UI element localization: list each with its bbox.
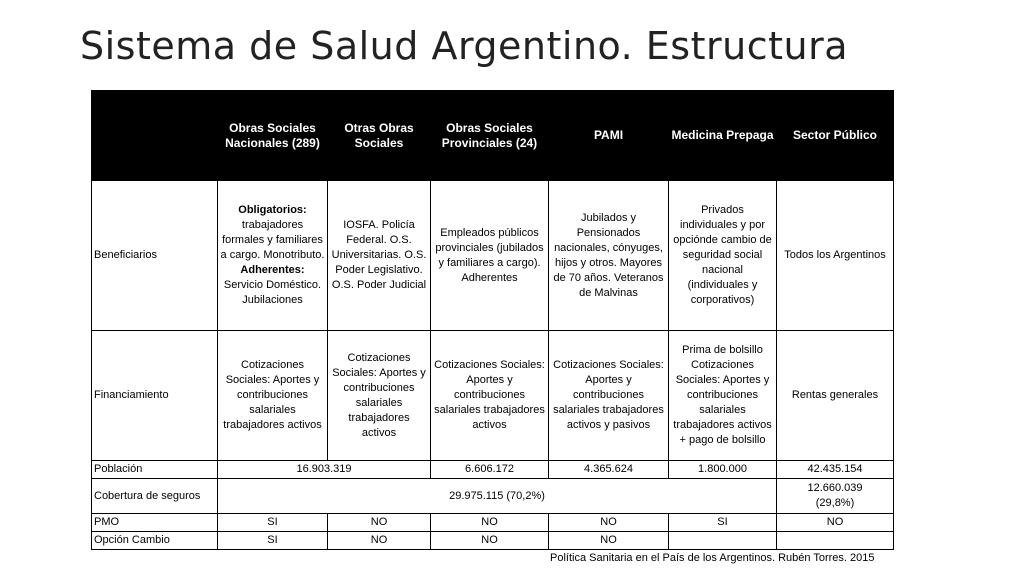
cell-fin-pami: Cotizaciones Sociales: Aportes y contribuciones salariales trabajadores activos y pasivos — [549, 331, 669, 461]
cell-op-publico — [777, 532, 894, 550]
cell-pob-publico: 42.435.154 — [777, 461, 894, 479]
row-pmo — [92, 514, 894, 532]
row-label-beneficiarios: Beneficiarios — [92, 181, 218, 331]
header-prepaga: Medicina Prepaga — [669, 91, 777, 181]
row-beneficiarios — [92, 181, 894, 331]
cell-benef-pami: Jubilados y Pensionados nacionales, cónyuges, hijos y otros. Mayores de 70 años. Veteranos de Malvinas — [549, 181, 669, 331]
row-label-opcion: Opción Cambio — [92, 532, 218, 550]
row-cobertura — [92, 479, 894, 514]
row-label-poblacion: Población — [92, 461, 218, 479]
cell-pob-prepaga: 1.800.000 — [669, 461, 777, 479]
cob-publico-percent: (29,8%) — [815, 497, 855, 509]
cell-benef-provinciales: Empleados públicos provinciales (jubilados y familiares a cargo). Adherentes — [431, 181, 549, 331]
cell-fin-os-nacionales: Cotizaciones Sociales: Aportes y contribuciones salariales trabajadores activos — [218, 331, 328, 461]
slide-title: Sistema de Salud Argentino. Estructura — [80, 24, 848, 68]
row-label-cobertura: Cobertura de seguros — [92, 479, 218, 514]
benef-obligatorios-label: Obligatorios: — [238, 204, 307, 216]
row-label-pmo: PMO — [92, 514, 218, 532]
cell-cob-seguros: 29.975.115 (70,2%) — [218, 479, 777, 514]
header-os-nacionales: Obras Sociales Nacionales (289) — [218, 91, 328, 181]
row-opcion-cambio — [92, 532, 894, 550]
cob-publico-value: 12.660.039 — [807, 482, 863, 494]
cell-fin-prepaga: Prima de bolsillo Cotizaciones Sociales: Aportes y contribuciones salariales trabajadores activos + pago de bolsillo — [669, 331, 777, 461]
header-sector-publico: Sector Público — [777, 91, 894, 181]
row-label-financiamiento: Financiamiento — [92, 331, 218, 461]
cell-fin-publico: Rentas generales — [777, 331, 894, 461]
cell-pmo-otras: NO — [328, 514, 431, 532]
header-pami: PAMI — [549, 91, 669, 181]
header-otras-obras: Otras Obras Sociales — [328, 91, 431, 181]
benef-adherentes-label: Adherentes: — [240, 264, 305, 276]
header-empty — [92, 91, 218, 181]
source-citation: Política Sanitaria en el País de los Argentinos. Rubén Torres. 2015 — [550, 552, 875, 564]
row-poblacion — [92, 461, 894, 479]
benef-adherentes-text: Servicio Doméstico. Jubilaciones — [223, 279, 322, 306]
cell-op-provinciales: NO — [431, 532, 549, 550]
cell-fin-otras: Cotizaciones Sociales: Aportes y contribuciones salariales trabajadores activos — [328, 331, 431, 461]
cell-pob-os-nac-otras: 16.903.319 — [218, 461, 431, 479]
header-row — [92, 91, 894, 181]
cell-pob-pami: 4.365.624 — [549, 461, 669, 479]
cell-fin-provinciales: Cotizaciones Sociales: Aportes y contribuciones salariales trabajadores activos — [431, 331, 549, 461]
cell-pmo-prepaga: SI — [669, 514, 777, 532]
cell-benef-os-nacionales — [218, 181, 328, 331]
cell-cob-publico — [777, 479, 894, 514]
benef-obligatorios-text: trabajadores formales y familiares a cargo. Monotributo. — [220, 219, 325, 261]
cell-benef-otras: IOSFA. Policía Federal. O.S. Universitarias. O.S. Poder Legislativo. O.S. Poder Judicial — [328, 181, 431, 331]
cell-pmo-provinciales: NO — [431, 514, 549, 532]
row-financiamiento — [92, 331, 894, 461]
header-os-provinciales: Obras Sociales Provinciales (24) — [431, 91, 549, 181]
cell-op-pami: NO — [549, 532, 669, 550]
cell-benef-prepaga: Privados individuales y por opciónde cambio de seguridad social nacional (individuales y corporativos) — [669, 181, 777, 331]
cell-pob-provinciales: 6.606.172 — [431, 461, 549, 479]
cell-pmo-os-nacionales: SI — [218, 514, 328, 532]
health-system-table — [91, 90, 894, 550]
cell-benef-publico: Todos los Argentinos — [777, 181, 894, 331]
cell-pmo-pami: NO — [549, 514, 669, 532]
cell-op-otras: NO — [328, 532, 431, 550]
cell-op-prepaga — [669, 532, 777, 550]
cell-pmo-publico: NO — [777, 514, 894, 532]
cell-op-os-nacionales: SI — [218, 532, 328, 550]
